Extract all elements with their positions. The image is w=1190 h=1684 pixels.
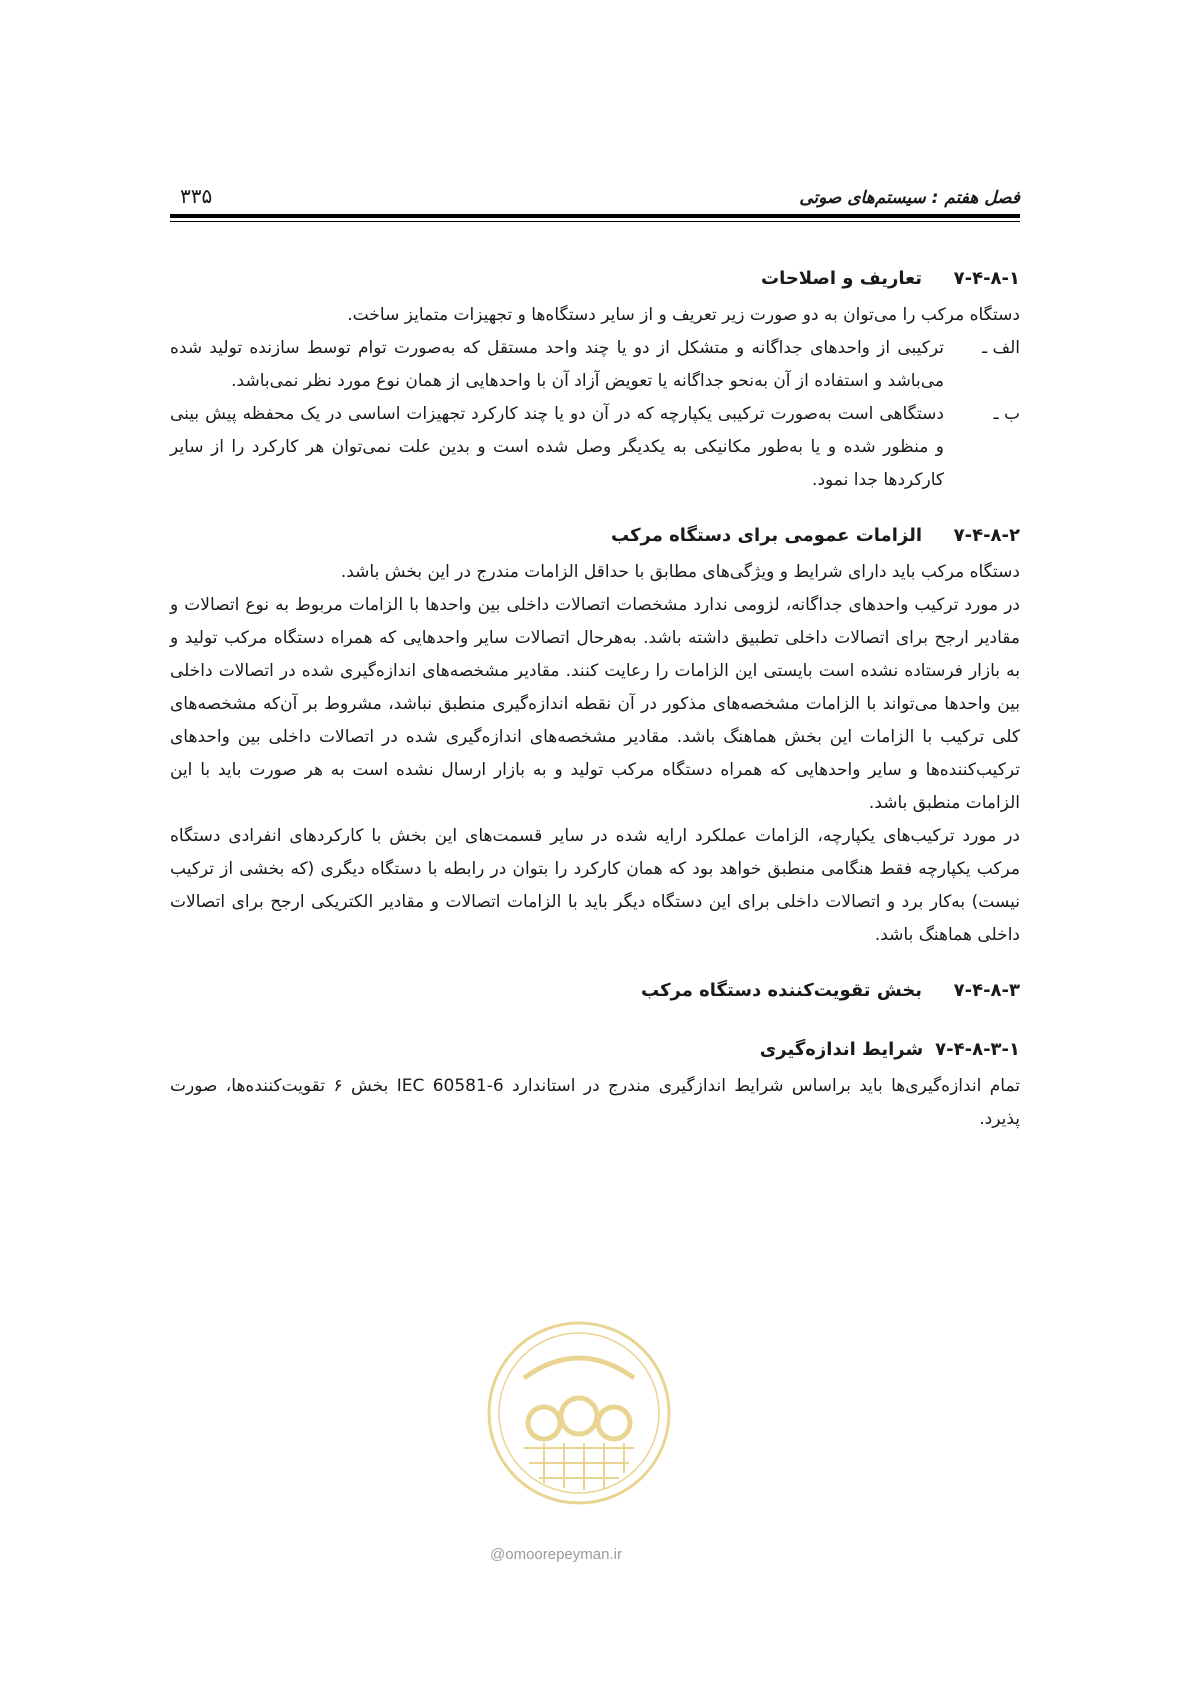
list-text: دستگاهی است به‌صورت ترکیبی یکپارچه که در آن دو یا چند کارکرد تجهیزات اساسی در یک محفظه پیش بینی و منظور شده و یا به‌طور مکانیکی به یکدیگر وصل شده است و بدین علت نمی‌توان هر کارکرد را از سایر کارکردها جدا نمود. — [170, 404, 944, 490]
section-heading — [170, 262, 1020, 295]
list-text: ترکیبی از واحدهای جداگانه و متشکل از دو یا چند واحد مستقل که به‌صورت توام توسط سازنده تولید شده می‌باشد و استفاده از آن به‌نحو جداگانه یا تعویض آزاد آن با واحدهایی از همان نوع مورد نظر نمی‌باشد. — [170, 338, 944, 391]
section-title: تعاریف و اصلاحات — [760, 268, 922, 289]
watermark-seal-icon — [484, 1318, 674, 1508]
subsection-heading — [170, 1033, 1020, 1066]
page-header — [170, 176, 1020, 212]
watermark-url: @omoorepeyman.ir — [490, 1546, 622, 1563]
standard-reference: IEC 60581-6 — [396, 1076, 504, 1096]
list-marker: ب ـ — [993, 404, 1020, 424]
section-title: بخش تقویت‌کننده دستگاه مرکب — [641, 980, 922, 1001]
paragraph-text: تمام اندازه‌گیری‌ها باید براساس شرایط اندازگیری مندرج در استاندارد — [512, 1076, 1020, 1096]
list-item — [170, 332, 1020, 398]
paragraph: در مورد ترکیب‌های یکپارچه، الزامات عملکرد ارایه شده در سایر قسمت‌های این بخش با کارکردهای انفرادی دستگاه مرکب یکپارچه فقط هنگامی منطبق خواهد بود که همان کارکرد را بتوان در رابطه با دستگاه دیگری (که بخشی از ترکیب نیست) به‌کار برد و اتصالات داخلی برای این دستگاه دیگر باید با الزامات اتصالات و مقادیر الکتریکی ارجح برای اتصالات داخلی هماهنگ باشد. — [170, 826, 1020, 945]
header-rule-thick — [170, 214, 1020, 218]
paragraph-text: بخش ۶ تقویت‌کننده‌ها، صورت پذیرد. — [170, 1076, 1020, 1129]
header-rule-thin — [170, 221, 1020, 222]
paragraph: دستگاه مرکب باید دارای شرایط و ویژگی‌های مطابق با حداقل الزامات مندرج در این بخش باشد. — [340, 562, 1020, 582]
section-number: ۷-۴-۸-۲ — [953, 525, 1020, 546]
chapter-title: فصل هفتم : سیستم‌های صوتی — [799, 188, 1020, 208]
section-number: ۷-۴-۸-۱ — [953, 268, 1020, 289]
section-heading — [170, 519, 1020, 552]
paragraph: در مورد ترکیب واحدهای جداگانه، لزومی ندارد مشخصات اتصالات داخلی بین واحدها با الزامات مربوط به نوع اتصالات و مقادیر ارجح برای اتصالات داخلی تطبیق داشته باشد. به‌هرحال اتصالات سایر واحدهایی که همراه دستگاه مرکب تولید و به بازار فرستاده نشده است بایستی این الزامات را رعایت کنند. مقادیر مشخصه‌های اندازه‌گیری شده در اتصالات داخلی بین واحدها می‌تواند با الزامات مشخصه‌های مذکور در آن نقطه اندازه‌گیری منطبق نباشد، مشروط بر آن‌که مشخصه‌های کلی ترکیب با الزامات این بخش هماهنگ باشد. مقادیر مشخصه‌های اندازه‌گیری شده در اتصالات داخلی بین واحدهای ترکیب‌کننده‌ها و سایر واحدهایی که همراه دستگاه مرکب تولید و به بازار ارسال نشده است به هر صورت باید با این الزامات منطبق باشد. — [170, 595, 1020, 813]
page-content — [170, 262, 1020, 1136]
section-heading — [170, 974, 1020, 1007]
paragraph — [170, 1070, 1020, 1136]
section-title: شرایط اندازه‌گیری — [759, 1039, 924, 1060]
paragraph: دستگاه مرکب را می‌توان به دو صورت زیر تعریف و از سایر دستگاه‌ها و تجهیزات متمایز ساخت. — [347, 305, 1020, 325]
list-marker: الف ـ — [982, 338, 1020, 358]
list-item — [170, 398, 1020, 497]
section-title: الزامات عمومی برای دستگاه مرکب — [611, 525, 922, 546]
section-number: ۷-۴-۸-۳ — [953, 980, 1020, 1001]
section-number: ۷-۴-۸-۳-۱ — [935, 1039, 1020, 1060]
page-number: ۳۳۵ — [180, 184, 213, 208]
